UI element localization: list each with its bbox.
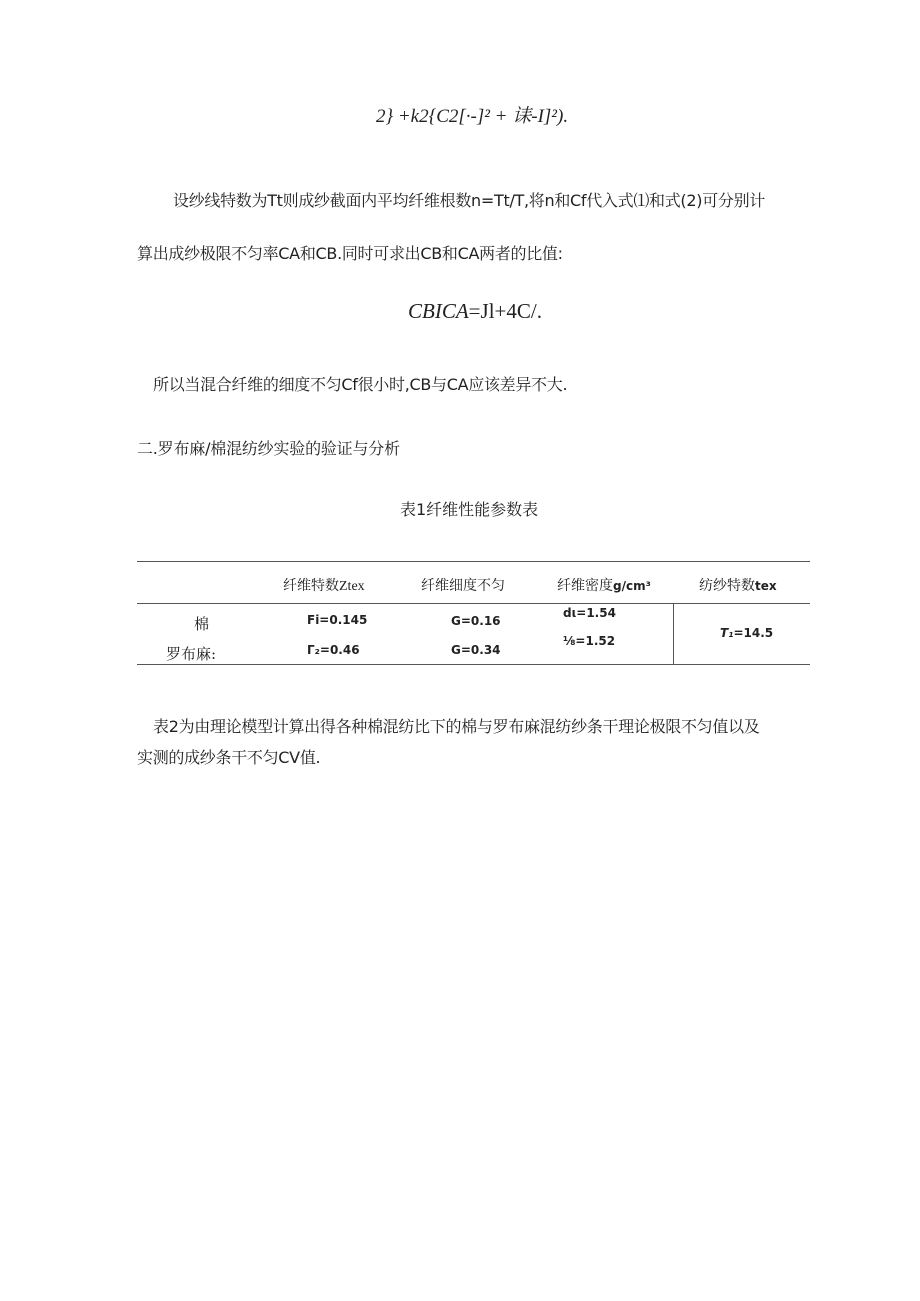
ratio-formula-lhs: CBICA (408, 299, 469, 323)
table-column-divider (673, 603, 674, 664)
cell-apocynum-density: ⅛=1.52 (563, 634, 616, 648)
cell-cotton-cv: G=0.16 (451, 614, 501, 628)
cell-cotton-density: dι=1.54 (563, 606, 616, 620)
cell-apocynum-tex: Γ₂=0.46 (307, 643, 360, 657)
paragraph-table2-intro-line-2: 实测的成纱条干不匀CV值. (137, 748, 321, 767)
paragraph-yarn-count-line-2: 算出成纱极限不匀率CA和CB.同时可求出CB和CA两者的比值: (137, 244, 563, 263)
cell-apocynum-cv: G=0.34 (451, 643, 501, 657)
row-label-cotton: 棉 (194, 615, 210, 633)
paragraph-table2-intro-line-1: 表2为由理论模型计算出得各种棉混纺比下的棉与罗布麻混纺纱条干理论极限不匀值以及 (153, 717, 760, 736)
ratio-formula-rhs: =Jl+4C/. (468, 299, 542, 323)
paragraph-yarn-count-line-1: 设纱线特数为Tt则成纱截面内平均纤维根数n=Tt/T,将n和Cf代入式⑴和式(2)可分别计 (173, 191, 766, 210)
header-fiber-density: 纤维密度g/cm³ (557, 579, 651, 594)
ratio-formula (408, 299, 542, 324)
table-caption: 表1纤维性能参数表 (400, 500, 539, 519)
header-yarn-tex: 纺纱特数tex (699, 579, 777, 594)
cell-yarn-tex: T₁=14.5 (720, 626, 774, 640)
table-rule-bottom (137, 664, 810, 665)
table-rule-header (137, 603, 810, 604)
header-fiber-cv: 纤维细度不匀 (421, 579, 505, 594)
cell-cotton-tex: Fi=0.145 (307, 613, 368, 627)
formula-line: 2} +k2{C2[·-]² + 诔-I]²). (376, 106, 569, 127)
table-rule-top (137, 561, 810, 562)
header-fiber-tex: 纤维特数Ztex (283, 579, 365, 594)
paragraph-conclusion: 所以当混合纤维的细度不匀Cf很小时,CB与CA应该差异不大. (153, 375, 568, 394)
row-label-apocynum: 罗布麻: (166, 645, 217, 663)
section-heading: 二.罗布麻/棉混纺纱实验的验证与分析 (137, 439, 400, 458)
